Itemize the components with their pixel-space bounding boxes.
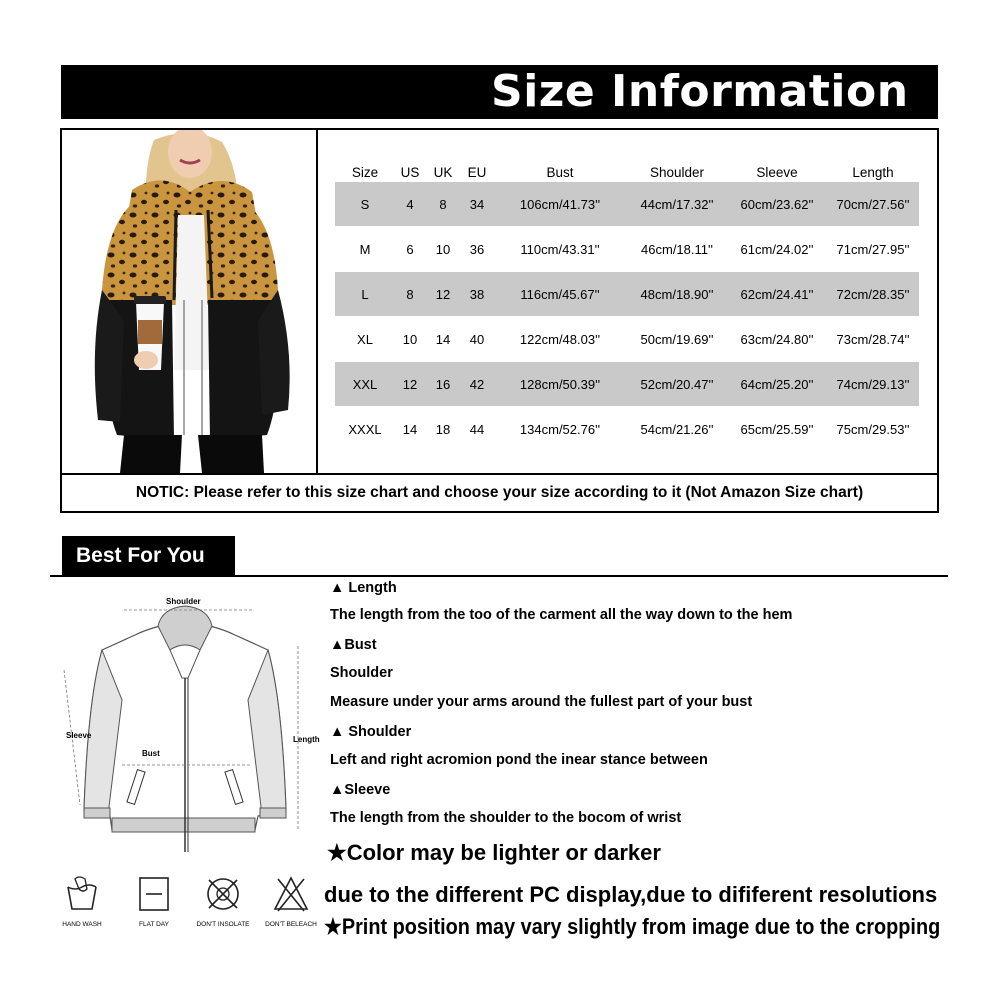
table-row [335, 272, 919, 316]
desc-length-text: The length from the too of the carment all the way down to the hem [330, 607, 793, 623]
table-cell: 134cm/52.76'' [519, 421, 601, 437]
header-cell: Bust [546, 164, 574, 180]
table-cell: 16 [435, 376, 451, 392]
care-hand-wash [42, 875, 122, 928]
table-cell: XXXL [348, 421, 382, 437]
table-cell: 12 [402, 376, 418, 392]
table-cell: 14 [402, 421, 418, 437]
table-cell: 48cm/18.90'' [640, 286, 714, 302]
table-cell: M [359, 241, 371, 257]
note-color: ★Color may be lighter or darker [327, 840, 661, 865]
care-flat-dry [114, 875, 194, 928]
table-cell: 44cm/17.32'' [640, 196, 714, 212]
table-cell: 12 [435, 286, 451, 302]
table-cell: 65cm/25.59'' [740, 421, 814, 437]
table-cell: 42 [469, 376, 485, 392]
table-cell: 44 [469, 421, 485, 437]
header-cell: UK [433, 164, 453, 180]
table-cell: 14 [435, 331, 451, 347]
dont-bleach-icon [272, 875, 310, 913]
care-label: DON'T BELEACH [265, 921, 317, 928]
table-cell: 4 [406, 196, 414, 212]
header-cell: US [400, 164, 420, 180]
flat-dry-icon [137, 875, 171, 913]
table-cell: 71cm/27.95'' [836, 241, 910, 257]
title-bar [61, 65, 938, 119]
hand-wash-icon [65, 875, 99, 913]
care-dont-bleach [251, 875, 331, 928]
table-cell: 52cm/20.47'' [640, 376, 714, 392]
table-cell: 61cm/24.02'' [740, 241, 814, 257]
table-cell: 40 [469, 331, 485, 347]
table-cell: 38 [469, 286, 485, 302]
care-label: HAND WASH [62, 921, 102, 928]
note-display: due to the different PC display,due to dififerent resolutions [324, 882, 938, 907]
table-cell: 64cm/25.20'' [740, 376, 814, 392]
table-cell: 70cm/27.56'' [836, 196, 910, 212]
table-cell: 34 [469, 196, 485, 212]
desc-shoulder-text: Left and right acromion pond the inear stance between [330, 752, 708, 768]
desc-shoulder-title: ▲ Shoulder [330, 724, 412, 740]
table-cell: 128cm/50.39'' [519, 376, 601, 392]
diagram-label-bust: Bust [142, 749, 160, 758]
desc-shoulder-label: Shoulder [330, 665, 393, 681]
table-cell: 63cm/24.80'' [740, 331, 814, 347]
product-photo [62, 130, 318, 473]
table-cell: 54cm/21.26'' [640, 421, 714, 437]
table-row [335, 362, 919, 406]
desc-sleeve-title: ▲Sleeve [330, 782, 391, 798]
best-for-you-tab: Best For You [62, 536, 235, 576]
table-cell: 116cm/45.67'' [520, 286, 600, 302]
header-cell: Length [852, 164, 894, 180]
table-cell: L [361, 286, 369, 302]
table-cell: S [360, 196, 370, 212]
table-cell: 46cm/18.11'' [641, 241, 713, 257]
size-table [320, 130, 937, 473]
diagram-label-sleeve: Sleeve [66, 731, 92, 740]
table-cell: 10 [402, 331, 418, 347]
diagram-label-shoulder: Shoulder [166, 597, 201, 606]
size-notice: NOTIC: Please refer to this size chart and choose your size according to it (Not Amazon Size chart) [62, 473, 937, 511]
table-cell: 8 [406, 286, 414, 302]
desc-bust-text: Measure under your arms around the fullest part of your bust [330, 694, 753, 710]
table-cell: 10 [435, 241, 451, 257]
measurement-diagram [50, 590, 330, 865]
page-title: Size Information [491, 66, 909, 117]
header-cell: Sleeve [756, 164, 798, 180]
header-cell: EU [467, 164, 487, 180]
table-row [335, 407, 919, 451]
table-cell: 60cm/23.62'' [740, 196, 814, 212]
header-cell: Size [351, 164, 379, 180]
dont-insolate-icon [204, 875, 242, 913]
desc-bust-title: ▲Bust [330, 637, 377, 653]
table-cell: 6 [406, 241, 414, 257]
table-cell: 72cm/28.35'' [836, 286, 910, 302]
table-cell: 75cm/29.53'' [836, 421, 910, 437]
table-cell: XXL [352, 376, 378, 392]
section-divider [50, 575, 948, 577]
table-cell: 62cm/24.41'' [740, 286, 814, 302]
table-cell: 18 [435, 421, 451, 437]
care-label: DON'T INSOLATE [196, 921, 250, 928]
table-cell: 106cm/41.73'' [519, 196, 601, 212]
table-cell: 8 [439, 196, 447, 212]
table-cell: 73cm/28.74'' [836, 331, 910, 347]
note-print-position: ★Print position may vary slightly from image due to the cropping [324, 914, 941, 939]
table-row [335, 182, 919, 226]
table-cell: 110cm/43.31'' [520, 241, 600, 257]
table-row [335, 227, 919, 271]
diagram-label-length: Length [293, 735, 320, 744]
table-row [335, 317, 919, 361]
desc-length-title: ▲ Length [330, 580, 397, 596]
table-cell: 50cm/19.69'' [640, 331, 714, 347]
table-cell: 122cm/48.03'' [519, 331, 601, 347]
table-cell: 74cm/29.13'' [836, 376, 910, 392]
table-cell: XL [357, 331, 373, 347]
header-cell: Shoulder [649, 164, 705, 180]
care-label: FLAT DAY [139, 921, 169, 928]
size-chart [60, 128, 939, 513]
desc-sleeve-text: The length from the shoulder to the bocom of wrist [330, 810, 682, 826]
table-cell: 36 [469, 241, 485, 257]
